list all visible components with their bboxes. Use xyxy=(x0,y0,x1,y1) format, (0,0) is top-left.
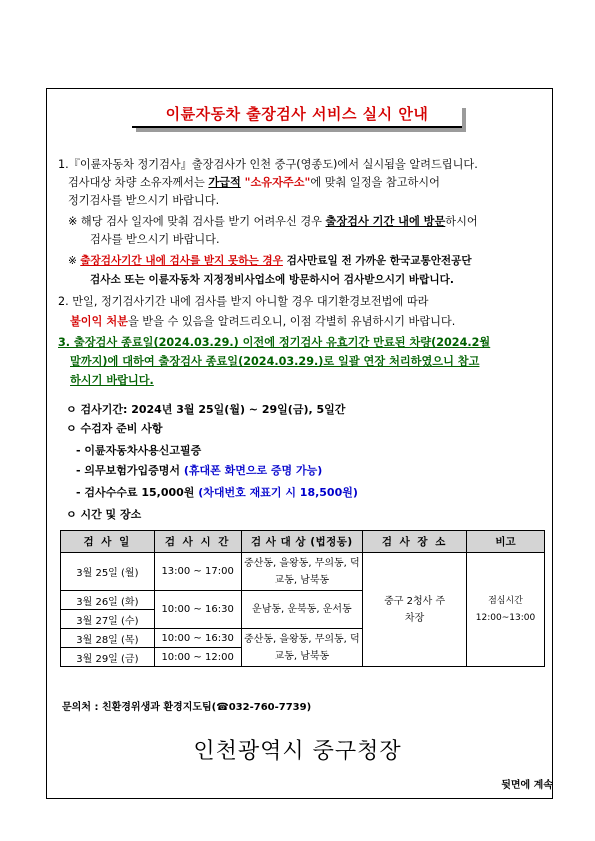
p1-line2-d: 에 맞춰 일정을 참고하시어 xyxy=(310,176,440,189)
prep-item-3-a: - 검사수수료 15,000원 xyxy=(76,486,199,499)
remark-cell: 점심시간 12:00~13:00 xyxy=(466,553,544,667)
header-place: 검 사 장 소 xyxy=(363,531,467,553)
p2-line1: 2. 만일, 정기검사기간 내에 검사를 받지 아니할 경우 대기환경보전법에 따라 xyxy=(58,295,429,308)
time-place-heading: ㅇ 시간 및 장소 xyxy=(66,508,142,521)
inquiry-contact: 문의처 : 친환경위생과 환경지도팀(☎032-760-7739) xyxy=(62,702,312,713)
prep-item-3-note: (차대번호 재표기 시 18,500원) xyxy=(198,486,358,499)
p1-line2-a: 검사대상 차량 소유자께서는 xyxy=(68,176,209,189)
note2-line2: 검사소 또는 이륜자동차 지정정비사업소에 방문하시어 검사받으시기 바랍니다. xyxy=(90,274,454,286)
note2-c: 검사만료일 전 가까운 한국교통안전공단 xyxy=(282,255,472,267)
row45-target: 중산동, 을왕동, 무의동, 덕교동, 남북동 xyxy=(241,629,363,667)
note1-line2: 검사를 받으시기 바랍니다. xyxy=(90,233,220,246)
row1-date: 3월 25일 (월) xyxy=(61,553,155,591)
title-box xyxy=(132,102,462,128)
note2-emph: 출장검사기간 내에 검사를 받지 못하는 경우 xyxy=(80,255,283,267)
inspection-period: ㅇ 검사기간: 2024년 3월 25일(월) ~ 29일(금), 5일간 xyxy=(66,403,346,416)
header-remark: 비고 xyxy=(466,531,544,553)
header-target: 검 사 대 상 (법정동) xyxy=(241,531,363,553)
prep-item-3 xyxy=(76,484,358,502)
note1-c: 하시어 xyxy=(445,215,478,228)
table-header-row xyxy=(61,531,545,553)
prep-item-2-note: (휴대폰 화면으로 증명 가능) xyxy=(183,464,323,477)
schedule-table xyxy=(60,530,545,667)
row5-date: 3월 29일 (금) xyxy=(61,648,155,667)
note2-a: ※ xyxy=(68,255,81,267)
row23-time: 10:00 ~ 16:30 xyxy=(154,591,241,629)
prep-item-2-a: - 의무보험가입증명서 xyxy=(76,464,184,477)
continued-on-back: 뒷면에 계속 xyxy=(501,780,553,791)
place-cell: 중구 2청사 주차장 xyxy=(363,553,467,667)
note1-a: ※ 해당 검사 일자에 맞춰 검사를 받기 어려우신 경우 xyxy=(68,215,326,228)
title-banner xyxy=(132,102,468,132)
prep-item-2 xyxy=(76,462,322,480)
row23-target: 운남동, 운북동, 운서동 xyxy=(241,591,363,629)
p3-line2: 말까지)에 대하여 출장검사 종료일(2024.03.29.)로 일괄 연장 처리하였으니 참고 xyxy=(70,355,480,368)
header-time: 검 사 시 간 xyxy=(154,531,241,553)
p3-line3: 하시기 바랍니다. xyxy=(70,374,154,387)
row1-time: 13:00 ~ 17:00 xyxy=(154,553,241,591)
prep-item-1: - 이륜자동차사용신고필증 xyxy=(76,444,202,457)
p2-line2 xyxy=(70,313,560,331)
p1-line3: 정기검사를 받으시기 바랍니다. xyxy=(68,194,220,207)
note2 xyxy=(68,253,548,271)
table-row xyxy=(61,553,545,591)
row2-date: 3월 26일 (화) xyxy=(61,591,155,610)
p1-line1: 1.『이륜자동차 정기검사』출장검사가 인천 중구(영종도)에서 실시됨을 알려드립니다. xyxy=(58,158,478,171)
row4-time: 10:00 ~ 16:30 xyxy=(154,629,241,648)
row4-date: 3월 28일 (목) xyxy=(61,629,155,648)
note1-emph: 출장검사 기간 내에 방문 xyxy=(325,215,446,228)
p1-owner-address: "소유자주소" xyxy=(240,176,311,189)
header-date: 검 사 일 xyxy=(61,531,155,553)
p3-line1: 3. 출장검사 종료일(2024.03.29.) 이전에 정기검사 유효기간 만료된 차량(2024.2월 xyxy=(58,336,491,349)
p1-line2-emph: 가급적 xyxy=(208,176,241,189)
p2-penalty: 불이익 처분 xyxy=(70,315,128,328)
row1-target: 중산동, 을왕동, 무의동, 덕교동, 남북동 xyxy=(241,553,363,591)
note1 xyxy=(68,213,548,231)
prep-heading: ㅇ 수검자 준비 사항 xyxy=(66,422,163,435)
row5-time: 10:00 ~ 12:00 xyxy=(154,648,241,667)
p1-line2 xyxy=(68,174,558,192)
document-title: 이륜자동차 출장검사 서비스 실시 안내 xyxy=(165,105,429,123)
row3-date: 3월 27일 (수) xyxy=(61,610,155,629)
issuing-organization: 인천광역시 중구청장 xyxy=(193,739,402,764)
p2-line2-b: 을 받을 수 있음을 알려드리오니, 이점 각별히 유념하시기 바랍니다. xyxy=(127,315,456,328)
